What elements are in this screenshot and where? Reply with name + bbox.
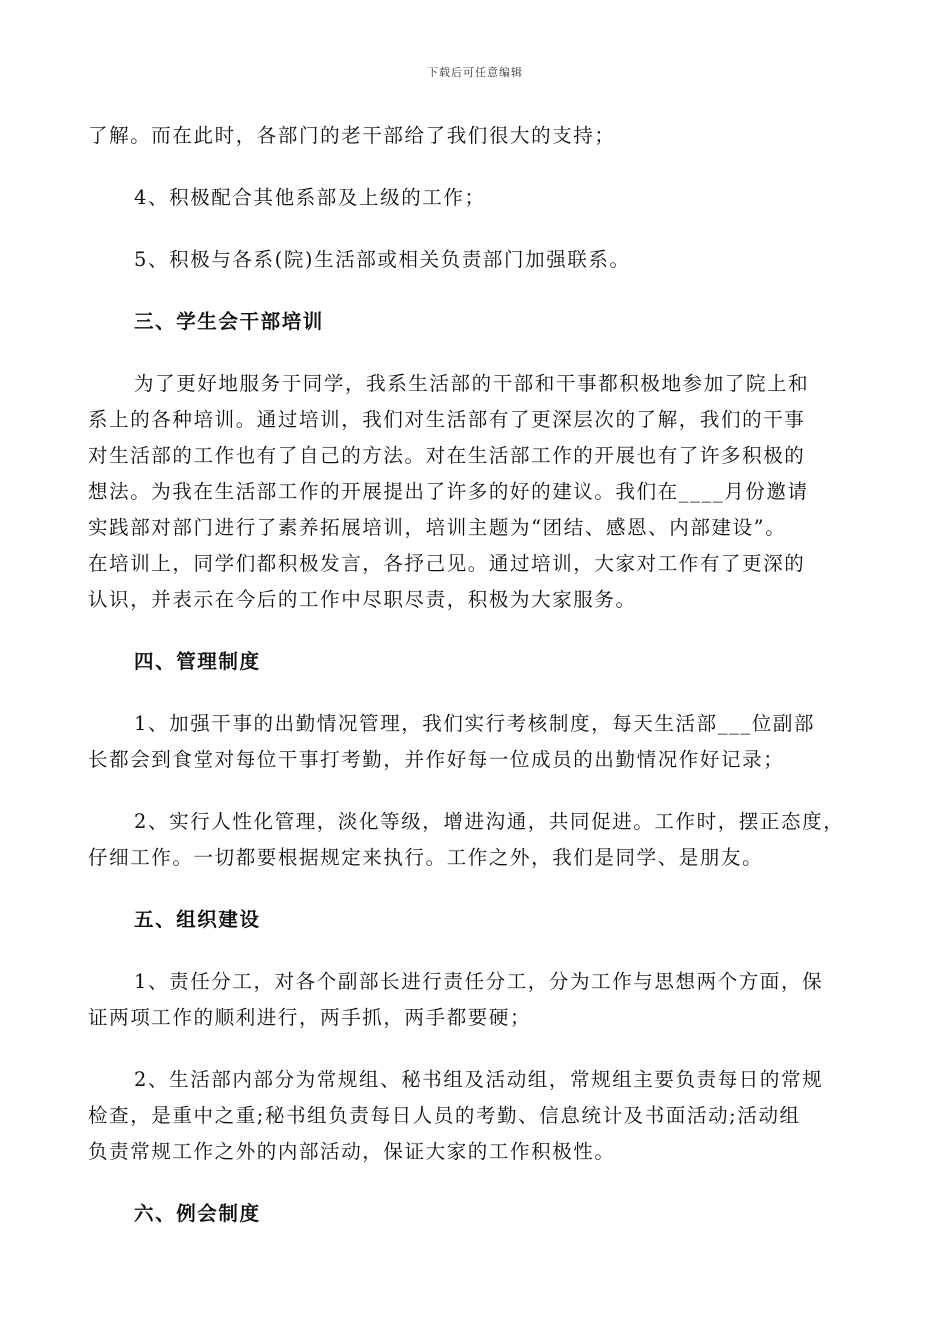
paragraph-gap [88,778,878,804]
text-line: 对生活部的工作也有了自己的方法。对在生活部工作的开展也有了许多积极的 [88,444,806,467]
paragraph [88,366,878,618]
text-line: 长都会到食堂对每位干事打考勤，并作好每一位成员的出勤情况作好记录； [88,748,785,771]
paragraph [88,242,878,278]
section-heading: 六、例会制度 [134,1202,261,1225]
text-line: 证两项工作的顺利进行，两手抓，两手都要硬； [88,1006,532,1029]
text-line: 在培训上，同学们都积极发言，各抒己见。通过培训，大家对工作有了更深的 [88,552,806,575]
paragraph-gap [88,1170,878,1196]
paragraph-gap [88,154,878,180]
paragraph-gap [88,216,878,242]
page-header-note: 下载后可任意编辑 [427,66,523,79]
text-line: 2、生活部内部分为常规组、秘书组及活动组，常规组主要负责每日的常规 [134,1068,824,1091]
paragraph-gap [88,278,878,304]
text-line: 5、积极与各系(院)生活部或相关负责部门加强联系。 [134,248,631,271]
text-line: 了解。而在此时，各部门的老干部给了我们很大的支持； [88,124,616,147]
paragraph-gap [88,1036,878,1062]
text-line: 想法。为我在生活部工作的开展提出了许多的好的建议。我们在____月份邀请 [88,480,809,503]
paragraph [88,706,878,778]
section-heading: 五、组织建设 [134,908,261,931]
paragraph [88,118,878,154]
text-line: 仔细工作。一切都要根据规定来执行。工作之外，我们是同学、是朋友。 [88,846,764,869]
text-line: 系上的各种培训。通过培训，我们对生活部有了更深层次的了解，我们的干事 [88,408,806,431]
paragraph [88,964,878,1036]
document-body [88,118,878,1232]
paragraph [88,180,878,216]
text-line: 认识，并表示在今后的工作中尽职尽责，积极为大家服务。 [88,588,637,611]
paragraph [88,804,878,876]
text-line: 检查，是重中之重;秘书组负责每日人员的考勤、信息统计及书面活动;活动组 [88,1104,801,1127]
paragraph-gap [88,340,878,366]
text-line: 实践部对部门进行了素养拓展培训，培训主题为“团结、感恩、内部建设”。 [88,516,787,539]
text-line: 1、加强干事的出勤情况管理，我们实行考核制度，每天生活部___位副部 [134,712,816,735]
text-line: 1、责任分工，对各个副部长进行责任分工，分为工作与思想两个方面，保 [134,970,824,993]
text-line: 负责常规工作之外的内部活动，保证大家的工作积极性。 [88,1140,616,1163]
paragraph-gap [88,680,878,706]
text-line: 为了更好地服务于同学，我系生活部的干部和干事都积极地参加了院上和 [134,372,810,395]
text-line: 2、实行人性化管理，淡化等级，增进沟通，共同促进。工作时，摆正态度， [134,810,845,833]
section-heading: 四、管理制度 [134,650,261,673]
paragraph-gap [88,618,878,644]
paragraph-gap [88,938,878,964]
section-heading: 三、学生会干部培训 [134,310,324,333]
paragraph-gap [88,876,878,902]
text-line: 4、积极配合其他系部及上级的工作； [134,186,486,209]
paragraph [88,1062,878,1170]
